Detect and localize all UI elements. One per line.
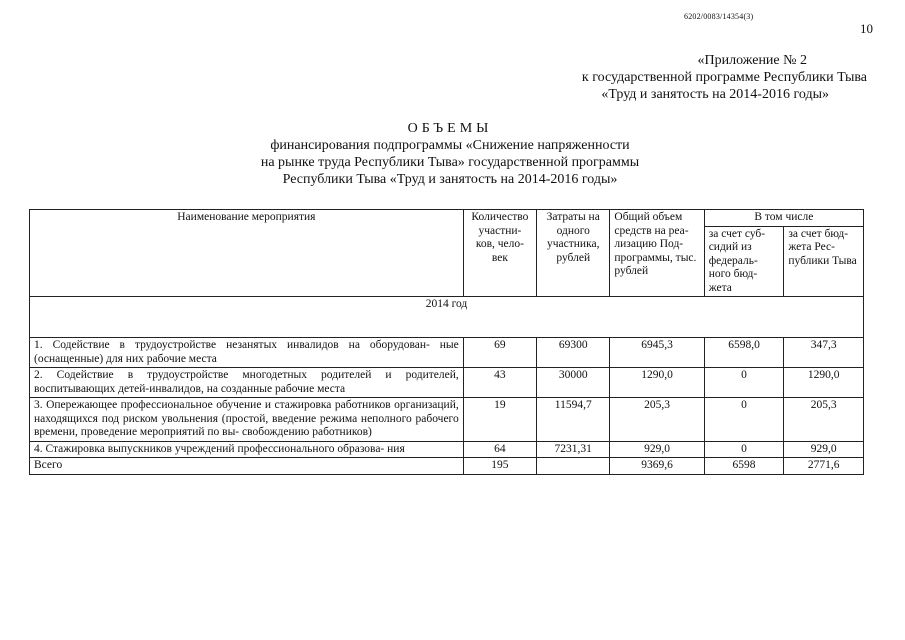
activity-name: 1. Содействие в трудоустройстве незанятых инвалидов на оборудован- ные (оснащенные) для них рабочие места <box>30 338 464 368</box>
document-code: 6202/0083/14354(3) <box>684 12 754 21</box>
cost-per-participant: 11594,7 <box>537 398 610 442</box>
appendix-line-1: «Приложение № 2 <box>697 53 807 68</box>
table-row <box>30 441 864 458</box>
regional-funds: 929,0 <box>784 441 864 458</box>
total-label: Всего <box>30 458 464 475</box>
total-total-funds: 9369,6 <box>610 458 704 475</box>
table-row <box>30 398 864 442</box>
total-cost-per-participant <box>537 458 610 475</box>
federal-funds: 0 <box>704 398 784 442</box>
total-federal-funds: 6598 <box>704 458 784 475</box>
total-row <box>30 458 864 475</box>
participant-count: 43 <box>463 368 536 398</box>
appendix-line-2: к государственной программе Республики Тыва <box>581 70 867 85</box>
header-federal-subsidies: за счет суб- сидий из федераль- ного бюд- жета <box>704 226 784 297</box>
total-funds: 1290,0 <box>610 368 704 398</box>
activity-name: 4. Стажировка выпускников учреждений профессионального образова- ния <box>30 441 464 458</box>
header-including: В том числе <box>704 210 863 227</box>
title-line-2: на рынке труда Республики Тыва» государственной программы <box>260 155 640 170</box>
year-row <box>30 297 864 338</box>
regional-funds: 347,3 <box>784 338 864 368</box>
header-participant-count: Количество участни- ков, чело- век <box>463 210 536 297</box>
document-title <box>160 120 740 188</box>
total-participant-count: 195 <box>463 458 536 475</box>
cost-per-participant: 30000 <box>537 368 610 398</box>
title-line-3: Республики Тыва «Труд и занятость на 2014-2016 годы» <box>282 172 618 187</box>
activity-name: 2. Содействие в трудоустройстве многодетных родителей и родителей, воспитывающих детей-инвалидов, на созданные рабочие места <box>30 368 464 398</box>
federal-funds: 0 <box>704 441 784 458</box>
header-row-1 <box>30 210 864 227</box>
total-funds: 205,3 <box>610 398 704 442</box>
total-funds: 929,0 <box>610 441 704 458</box>
appendix-line-3: «Труд и занятость на 2014-2016 годы» <box>601 87 829 102</box>
title-heading: ОБЪЕМЫ <box>407 121 493 136</box>
regional-funds: 205,3 <box>784 398 864 442</box>
year-label: 2014 год <box>30 297 864 338</box>
funding-table <box>29 209 864 475</box>
header-activity-name: Наименование мероприятия <box>30 210 464 297</box>
cost-per-participant: 7231,31 <box>537 441 610 458</box>
federal-funds: 6598,0 <box>704 338 784 368</box>
cost-per-participant: 69300 <box>537 338 610 368</box>
table-row <box>30 368 864 398</box>
total-regional-funds: 2771,6 <box>784 458 864 475</box>
total-funds: 6945,3 <box>610 338 704 368</box>
header-regional-budget: за счет бюд- жета Рес- публики Тыва <box>784 226 864 297</box>
page-number: 10 <box>860 21 873 36</box>
participant-count: 19 <box>463 398 536 442</box>
table-row <box>30 338 864 368</box>
activity-name: 3. Опережающее профессиональное обучение и стажировка работников организаций, находящихся под риском увольнения (простой, введение режима неполного рабочего времени, проведение мероприятий по вы- свобождению работников) <box>30 398 464 442</box>
participant-count: 64 <box>463 441 536 458</box>
regional-funds: 1290,0 <box>784 368 864 398</box>
title-line-1: финансирования подпрограммы «Снижение напряженности <box>270 138 630 153</box>
federal-funds: 0 <box>704 368 784 398</box>
appendix-reference <box>447 52 867 103</box>
header-cost-per-participant: Затраты на одного участника, рублей <box>537 210 610 297</box>
participant-count: 69 <box>463 338 536 368</box>
header-total-funds: Общий объем средств на реа- лизацию Под- программы, тыс. рублей <box>610 210 704 297</box>
